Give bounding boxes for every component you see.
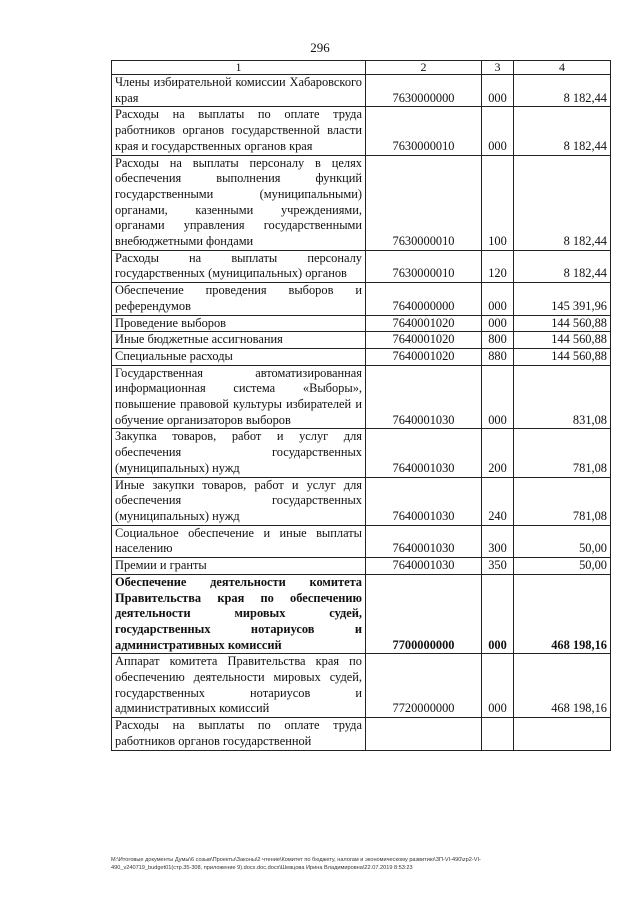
row-name: Премии и гранты — [112, 558, 366, 575]
row-amount: 50,00 — [514, 525, 611, 557]
row-name: Обеспечение деятельности комитета Правительства края по обеспечению деятельности мировых судей, государственных нотариусов и административных комиссий — [112, 574, 366, 654]
table-row — [112, 332, 611, 349]
row-amount: 8 182,44 — [514, 155, 611, 250]
row-expense-type: 120 — [482, 250, 514, 282]
row-name: Проведение выборов — [112, 315, 366, 332]
row-name: Закупка товаров, работ и услуг для обеспечения государственных (муниципальных) нужд — [112, 429, 366, 477]
row-target-code: 7640001020 — [366, 348, 482, 365]
row-name: Расходы на выплаты персоналу государственных (муниципальных) органов — [112, 250, 366, 282]
row-expense-type: 000 — [482, 365, 514, 429]
header-col-1: 1 — [112, 61, 366, 75]
table-row — [112, 718, 611, 750]
row-expense-type: 100 — [482, 155, 514, 250]
row-expense-type: 350 — [482, 558, 514, 575]
footer-line-2: 490_v240719_budget01(стр.35-308, приложение 9).docx.doc.docx\Шевцова Ирина Владимировна\22.07.2019 8:53:23 — [111, 865, 413, 871]
row-amount: 8 182,44 — [514, 107, 611, 155]
row-target-code: 7640000000 — [366, 283, 482, 315]
row-target-code — [366, 718, 482, 750]
row-target-code: 7640001020 — [366, 315, 482, 332]
row-name: Государственная автоматизированная информационная система «Выборы», повышение правовой культуры избирателей и обучение организаторов выборов — [112, 365, 366, 429]
row-expense-type: 000 — [482, 315, 514, 332]
row-amount: 468 198,16 — [514, 574, 611, 654]
row-target-code: 7700000000 — [366, 574, 482, 654]
table-row — [112, 348, 611, 365]
row-name: Социальное обеспечение и иные выплаты населению — [112, 525, 366, 557]
row-amount: 781,08 — [514, 477, 611, 525]
header-col-4: 4 — [514, 61, 611, 75]
row-expense-type: 000 — [482, 574, 514, 654]
row-expense-type: 800 — [482, 332, 514, 349]
row-name: Аппарат комитета Правительства края по обеспечению деятельности мировых судей, государственных нотариусов и административных комиссий — [112, 654, 366, 718]
page-number: 296 — [310, 40, 330, 55]
row-target-code: 7630000010 — [366, 250, 482, 282]
row-amount: 8 182,44 — [514, 75, 611, 107]
row-target-code: 7640001020 — [366, 332, 482, 349]
row-expense-type: 880 — [482, 348, 514, 365]
row-target-code: 7640001030 — [366, 429, 482, 477]
row-target-code: 7630000010 — [366, 107, 482, 155]
row-name: Расходы на выплаты по оплате труда работников органов государственной власти края и государственных органов края — [112, 107, 366, 155]
row-name: Специальные расходы — [112, 348, 366, 365]
row-amount: 145 391,96 — [514, 283, 611, 315]
table-row — [112, 429, 611, 477]
header-col-3: 3 — [482, 61, 514, 75]
footer-line-1: М:\Итоговые документы Думы\6 созыв\Проекты\Законы\2 чтение\Комитет по бюджету, налогам и экономическому развитию\ЗП-VI-490\zp2-VI- — [111, 857, 481, 863]
document-footer-path — [111, 856, 621, 872]
table-row — [112, 525, 611, 557]
row-target-code: 7640001030 — [366, 477, 482, 525]
row-target-code: 7640001030 — [366, 365, 482, 429]
table-row — [112, 107, 611, 155]
table-row — [112, 250, 611, 282]
table-row — [112, 558, 611, 575]
table-row — [112, 574, 611, 654]
budget-table — [111, 60, 611, 751]
row-expense-type: 000 — [482, 654, 514, 718]
row-target-code: 7630000010 — [366, 155, 482, 250]
row-expense-type: 000 — [482, 75, 514, 107]
row-target-code: 7630000000 — [366, 75, 482, 107]
row-name: Расходы на выплаты персоналу в целях обеспечения выполнения функций государственными (муниципальными) органами, казенными учреждениями, органами управления государственными внебюджетными фондами — [112, 155, 366, 250]
row-name: Члены избирательной комиссии Хабаровского края — [112, 75, 366, 107]
table-row — [112, 283, 611, 315]
row-amount: 831,08 — [514, 365, 611, 429]
table-row — [112, 315, 611, 332]
row-amount: 50,00 — [514, 558, 611, 575]
row-amount: 468 198,16 — [514, 654, 611, 718]
row-target-code: 7720000000 — [366, 654, 482, 718]
table-row — [112, 155, 611, 250]
header-col-2: 2 — [366, 61, 482, 75]
table-row — [112, 365, 611, 429]
row-amount: 144 560,88 — [514, 332, 611, 349]
row-amount: 8 182,44 — [514, 250, 611, 282]
row-target-code: 7640001030 — [366, 558, 482, 575]
row-name: Обеспечение проведения выборов и референдумов — [112, 283, 366, 315]
row-expense-type: 000 — [482, 283, 514, 315]
row-amount — [514, 718, 611, 750]
row-expense-type — [482, 718, 514, 750]
row-target-code: 7640001030 — [366, 525, 482, 557]
row-name: Расходы на выплаты по оплате труда работников органов государственной — [112, 718, 366, 750]
row-amount: 781,08 — [514, 429, 611, 477]
table-row — [112, 75, 611, 107]
row-expense-type: 000 — [482, 107, 514, 155]
table-row — [112, 654, 611, 718]
row-expense-type: 200 — [482, 429, 514, 477]
table-row — [112, 477, 611, 525]
row-name: Иные бюджетные ассигнования — [112, 332, 366, 349]
row-amount: 144 560,88 — [514, 348, 611, 365]
row-name: Иные закупки товаров, работ и услуг для обеспечения государственных (муниципальных) нужд — [112, 477, 366, 525]
row-amount: 144 560,88 — [514, 315, 611, 332]
row-expense-type: 300 — [482, 525, 514, 557]
table-header-row — [112, 61, 611, 75]
row-expense-type: 240 — [482, 477, 514, 525]
